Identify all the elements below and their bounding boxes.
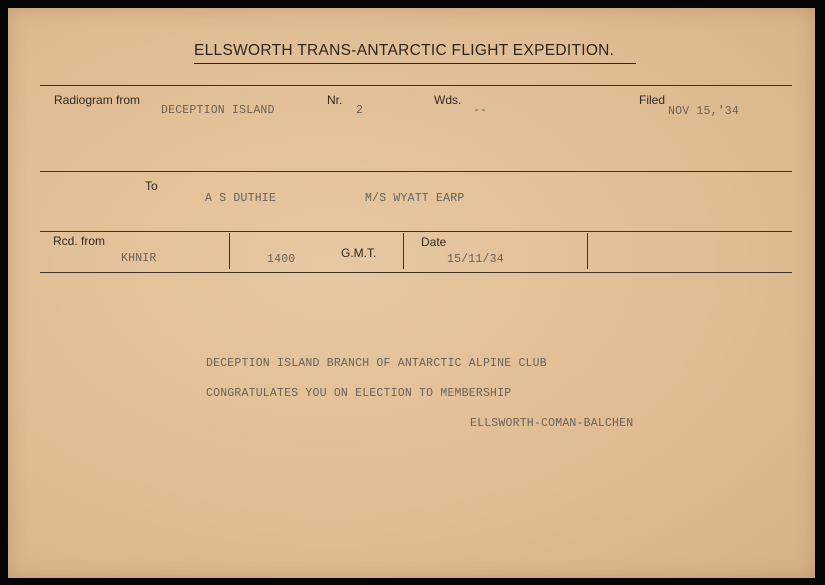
title-underline	[194, 63, 636, 64]
value-rcd-from: KHNIR	[121, 252, 157, 265]
label-gmt: G.M.T.	[341, 246, 377, 260]
label-nr: Nr.	[327, 93, 343, 107]
rule-before-received	[40, 231, 792, 232]
value-to-name: A S DUTHIE	[205, 192, 277, 205]
divider-3	[587, 233, 588, 269]
label-wds: Wds.	[434, 93, 462, 107]
label-filed: Filed	[639, 93, 666, 107]
value-filed: NOV 15,'34	[668, 105, 740, 118]
divider-1	[229, 233, 230, 269]
rule-after-radiogram	[40, 171, 792, 172]
radiogram-form	[8, 8, 815, 578]
label-date: Date	[421, 235, 447, 249]
value-time: 1400	[267, 253, 296, 266]
rule-after-received	[40, 272, 792, 273]
message-line-2: CONGRATULATES YOU ON ELECTION TO MEMBERSHIP	[206, 387, 512, 400]
value-to-ship: M/S WYATT EARP	[365, 192, 465, 205]
value-radiogram-from: DECEPTION ISLAND	[161, 104, 275, 117]
divider-2	[403, 233, 404, 269]
value-date: 15/11/34	[447, 253, 504, 266]
label-rcd-from: Rcd. from	[53, 234, 106, 248]
expedition-title: ELLSWORTH TRANS-ANTARCTIC FLIGHT EXPEDITION.	[194, 42, 615, 59]
value-nr: 2	[356, 104, 364, 117]
label-to: To	[145, 179, 158, 193]
value-wds: --	[473, 104, 488, 117]
message-signature: ELLSWORTH-COMAN-BALCHEN	[470, 417, 634, 430]
rule-top	[40, 85, 792, 86]
label-radiogram-from: Radiogram from	[54, 93, 141, 107]
message-line-1: DECEPTION ISLAND BRANCH OF ANTARCTIC ALPINE CLUB	[206, 357, 547, 370]
